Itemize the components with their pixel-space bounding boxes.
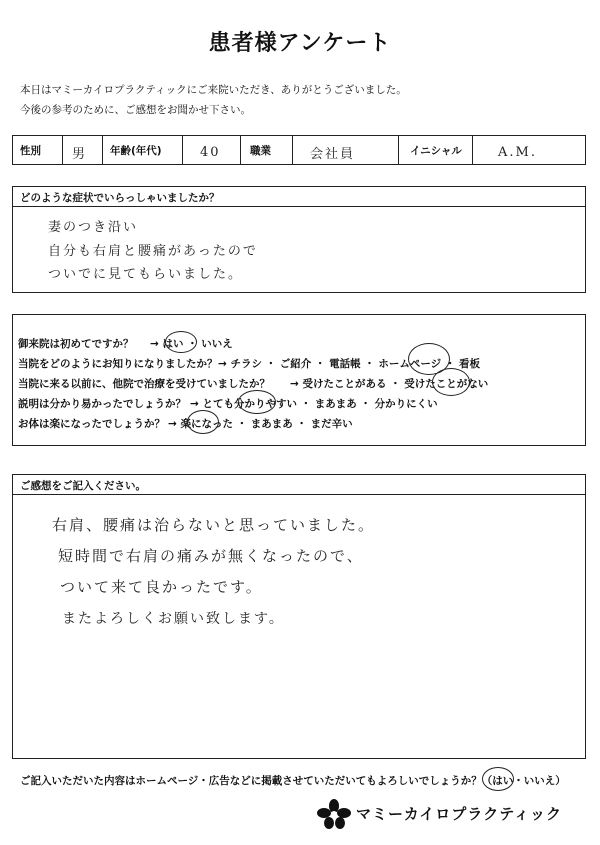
divider	[62, 135, 63, 165]
answer-how-known: → チラシ ・ ご紹介 ・ 電話帳 ・ ホームページ ・ 看板	[218, 358, 480, 370]
divider	[102, 135, 103, 165]
comment-line: 右肩、腰痛は治らないと思っていました。	[52, 516, 376, 534]
job-label: 職業	[250, 145, 271, 157]
answer-body-relief: → 楽になった ・ まあまあ ・ まだ辛い	[168, 418, 353, 430]
comment-line: ついて来て良かったです。	[60, 578, 263, 596]
divider	[182, 135, 183, 165]
answer-explanation: → とても分かりやすい ・ まあまあ ・ 分かりにくい	[190, 398, 438, 410]
logo-text: マミーカイロプラクティック	[356, 805, 563, 823]
divider	[292, 135, 293, 165]
gender-label: 性別	[20, 145, 41, 157]
divider	[398, 135, 399, 165]
symptoms-answer-line: 妻のつき沿い	[48, 220, 139, 235]
selection-circle	[238, 390, 276, 414]
age-value: 40	[200, 145, 221, 160]
question-explanation: 説明は分かり易かったでしょうか？	[18, 398, 186, 410]
divider	[12, 494, 586, 495]
selection-circle	[432, 368, 470, 396]
question-prior-treatment: 当院に来る以前に、他院で治療を受けていましたか？	[18, 378, 270, 390]
question-how-known: 当院をどのようにお知りになりましたか？	[18, 358, 218, 370]
symptoms-answer-line: 自分も右肩と腰痛があったので	[48, 244, 258, 259]
answer-first-visit: → はい ・ いいえ	[150, 338, 233, 350]
comment-line: 短時間で右肩の痛みが無くなったので、	[58, 547, 364, 565]
job-value: 会社員	[310, 147, 356, 162]
comments-header: ご感想をご記入ください。	[20, 480, 146, 492]
symptoms-question: どのような症状でいらっしゃいましたか？	[20, 192, 220, 204]
selection-circle	[165, 331, 197, 353]
answer-prior-treatment: → 受けたことがある ・ 受けたことがない	[290, 378, 489, 390]
symptoms-answer-line: ついでに見てもらいました。	[48, 267, 244, 282]
age-label: 年齢(年代)	[110, 145, 162, 157]
selection-circle	[187, 410, 219, 434]
consent-question: ご記入いただいた内容はホームページ・広告などに掲載させていただいてもよろしいでしょうか？（はい・いいえ）	[20, 775, 566, 787]
page-title: 患者様アンケート	[208, 31, 392, 56]
divider	[12, 206, 586, 207]
initial-label: イニシャル	[410, 145, 462, 157]
initial-value: A.M.	[498, 145, 537, 160]
divider	[240, 135, 241, 165]
intro-line-2: 今後の参考のために、ご感想をお聞かせ下さい。	[20, 104, 251, 116]
intro-line-1: 本日はマミーカイロプラクティックにご来院いただき、ありがとうございました。	[20, 84, 407, 96]
gender-value: 男	[72, 147, 88, 162]
question-first-visit: 御来院は初めてですか？	[18, 338, 134, 350]
comment-line: またよろしくお願い致します。	[62, 611, 285, 627]
divider	[472, 135, 473, 165]
selection-circle	[482, 767, 514, 791]
flower-logo-icon	[316, 798, 352, 830]
question-body-relief: お体は楽になったでしょうか？	[18, 418, 165, 430]
